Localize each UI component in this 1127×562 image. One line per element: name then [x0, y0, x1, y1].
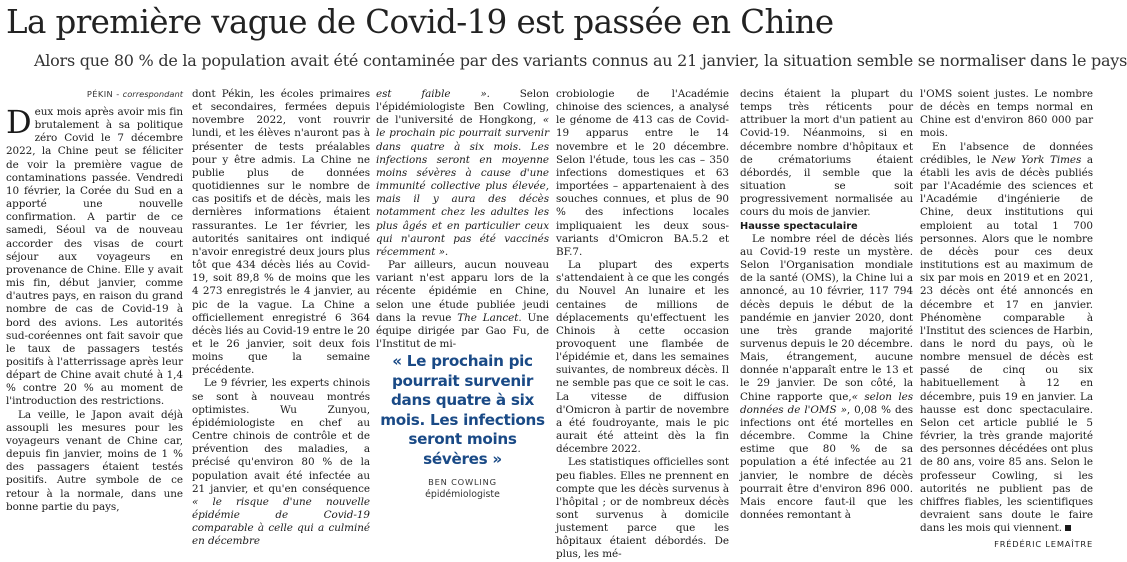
paragraph-text: Le 9 février, les experts chinois se sont à nouveau montrés optimistes. Wu Zunyou, épidémiologiste en chef au Centre chinois de contrôle et de prévention des maladies, a précisé qu'environ 80 % de la population avait été infectée au 21 janvier, et qu'en conséquence: [192, 377, 370, 495]
article-column-1: [6, 88, 183, 513]
journal-name: The Lancet: [457, 311, 519, 324]
pull-quote-role: épidémiologiste: [425, 489, 500, 500]
paragraph: [740, 233, 913, 522]
dateline-city: PÉKIN -: [86, 89, 120, 99]
article-column-5: [740, 88, 913, 521]
paragraph: Les statistiques officielles sont peu fiables. Elles ne prennent en compte que les décès survenus à l'hôpital ; or de nombreux décès sont survenus à domicile justement parce que les hôpitaux étaient débordés. De plus, les mé-: [556, 456, 729, 561]
section-subtitle: Hausse spectaculaire: [740, 220, 858, 232]
paragraph: crobiologie de l'Académie chinoise des sciences, a analysé le génome de 413 cas de Covid-19 apparus entre le 14 novembre et le 20 décembre. Selon l'étude, tous les cas – 350 infections domestiques et 63 importées – appartenaient à des souches connues, et plus de 90 % des infections locales impliquaient les deux sous-variants d'Omicron BA.5.2 et BF.7.: [556, 88, 729, 258]
pull-quote-author: BEN COWLING: [428, 477, 497, 487]
paragraph: La plupart des experts s'attendaient à ce que les congés du Nouvel An lunaire et les centaines de millions de déplacements qu'effectuent les Chinois à cette occasion provoquent une flambée de l'épidémie et, dans les semaines suivantes, de nombreux décès. Il ne semble pas que ce soit le cas. La vitesse de diffusion d'Omicron à partir de novembre a été foudroyante, mais le pic aurait été atteint dès la fin décembre 2022.: [556, 259, 729, 456]
dateline: [6, 88, 183, 100]
byline: FRÉDÉRIC LEMAÎTRE: [994, 539, 1093, 550]
paragraph-text: . Une équipe dirigée par Gao Fu, de l'Institut de mi-: [376, 311, 549, 350]
quote-inline: « le risque d'une nouvelle épidémie de Covid-19 comparable à celle qui a culminé en décembre: [192, 495, 370, 548]
paragraph: La veille, le Japon avait déjà assoupli les mesures pour les voyageurs venant de Chine car, depuis fin janvier, moins de 1 % des passagers étaient testés positifs. Autre symbole de ce retour à la normale, dans une bonne partie du pays,: [6, 408, 183, 513]
paragraph-text: eux mois après avoir mis fin brutalement à sa politique zéro Covid le 7 décembre 2022, la Chine peut se féliciter de voir la première vague de contaminations passée. Vendredi 10 février, la Corée du Sud en a apporté une nouvelle confirmation. A partir de ce samedi, Séoul va de nouveau accorder des visas de court séjour aux voyageurs en provenance de Chine. Elle y avait mis fin, début janvier, comme d'autres pays, en raison du grand nombre de cas de Covid-19 à bord des avions. Les autorités sud-coréennes ont fait savoir que le taux de passagers testés positifs à l'atterrissage après leur départ de Chine avait chuté à 1,4 % contre 20 % au moment de l'introduction des restrictions.: [6, 106, 183, 408]
dateline-role: correspondant: [122, 89, 183, 99]
paragraph: [376, 88, 549, 259]
paragraph: decins étaient la plupart du temps très réticents pour attribuer la mort d'un patient au Covid-19. Néanmoins, si en décembre nombre d'hôpitaux et de crématoriums étaient débordés, il semble que la situation se soit progressivement normalisée au cours du mois de janvier.: [740, 88, 913, 219]
quote-inline: « selon les données de l'OMS »: [740, 390, 913, 416]
article-column-4: [556, 88, 729, 561]
newspaper-name: New York Times: [991, 153, 1082, 166]
paragraph-text: Par ailleurs, aucun nouveau variant n'est apparu lors de la récente épidémie en Chine, selon une étude publiée jeudi dans la revue: [376, 259, 549, 324]
pull-quote-text: « Le prochain pic pourrait survenir dans quatre à six mois. Les infections seront moins sévères »: [380, 352, 545, 468]
article-column-3: [376, 88, 549, 350]
paragraph: l'OMS soient justes. Le nombre de décès en temps normal en Chine est d'environ 860 000 par mois.: [920, 88, 1093, 140]
drop-cap: D: [6, 103, 32, 141]
subheadline: Alors que 80 % de la population avait été contaminée par des variants connus au 21 janvier, la situation semble se normaliser dans le pays: [34, 51, 1127, 70]
paragraph: [920, 141, 1093, 536]
pull-quote: [376, 348, 549, 504]
paragraph-text: Selon l'épidémiologiste Ben Cowling, de l'université de Hongkong,: [376, 88, 549, 127]
paragraph-text: a établi les avis de décès publiés par l'Académie des sciences et l'Académie d'ingénierie de Chine, deux institutions qui emploient au total 1 700 personnes. Alors que le nombre de décès pour ces deux institutions est au maximum de six par mois en 2019 et en 2021, 23 décès ont été annoncés en décembre et 17 en janvier. Phénomène comparable à l'Institut des sciences de Harbin, dans le nord du pays, où le nombre mensuel de décès est passé de cinq ou six habituellement à 12 en décembre, puis 19 en janvier. La hausse est donc spectaculaire. Selon cet article publié le 5 février, la très grande majorité des personnes décédées ont plus de 80 ans, voire 85 ans. Selon le professeur Cowling, si les autorités ne publient pas de chiffres fiables, les scientifiques devraient sans doute le faire dans les mois qui viennent.: [920, 153, 1093, 535]
quote-inline: est faible ».: [376, 88, 490, 100]
article-column-2: [192, 88, 370, 548]
quote-inline: « le prochain pic pourrait survenir dans quatre à six mois. Les infections seront en moyenne moins sévères à cause d'une immunité collective plus élevée, mais il y aura des décès notamment chez les adultes les plus âgés et en particulier ceux qui n'auront pas été vaccinés récemment ».: [376, 114, 549, 258]
paragraph-text: , 0,08 % des infections ont été mortelles en décembre. Comme la Chine estime que 80 % de sa population a été infectée au 21 janvier, le nombre de décès pourrait être d'environ 896 000. Mais encore faut-il que les données remontant à: [740, 403, 913, 521]
headline: La première vague de Covid-19 est passée en Chine: [6, 3, 834, 41]
paragraph: dont Pékin, les écoles primaires et secondaires, fermées depuis novembre 2022, vont rouvrir lundi, et les élèves n'auront pas à présenter de tests préalables pour y être admis. La Chine ne publie plus de données quotidiennes sur le nombre de cas positifs et de décès, mais les dernières informations étaient rassurantes. Le 1er février, les autorités sanitaires ont indiqué n'avoir enregistré deux jours plus tôt que 434 décès liés au Covid-19, soit 89,8 % de moins que les 4 273 enregistrés le 4 janvier, au pic de la vague. La Chine a officiellement enregistré 6 364 décès liés au Covid-19 entre le 20 et le 26 janvier, soit deux fois moins que la semaine précédente.: [192, 88, 370, 377]
end-of-article-mark: [1065, 525, 1071, 531]
paragraph-text: Le nombre réel de décès liés au Covid-19 reste un mystère. Selon l'Organisation mondiale de la santé (OMS), la Chine lui a annoncé, au 10 février, 117 794 décès depuis le début de la pandémie en janvier 2020, dont une très grande majorité survenus depuis le 20 décembre. Mais, étrangement, aucune donnée n'apparaît entre le 13 et le 29 janvier. De son côté, la Chine rapporte que,: [740, 232, 913, 403]
paragraph: [376, 259, 549, 351]
paragraph: [6, 103, 183, 409]
article-column-6: [920, 88, 1093, 550]
paragraph-text: En l'absence de données crédibles, le: [920, 140, 1093, 166]
paragraph: [192, 377, 370, 548]
